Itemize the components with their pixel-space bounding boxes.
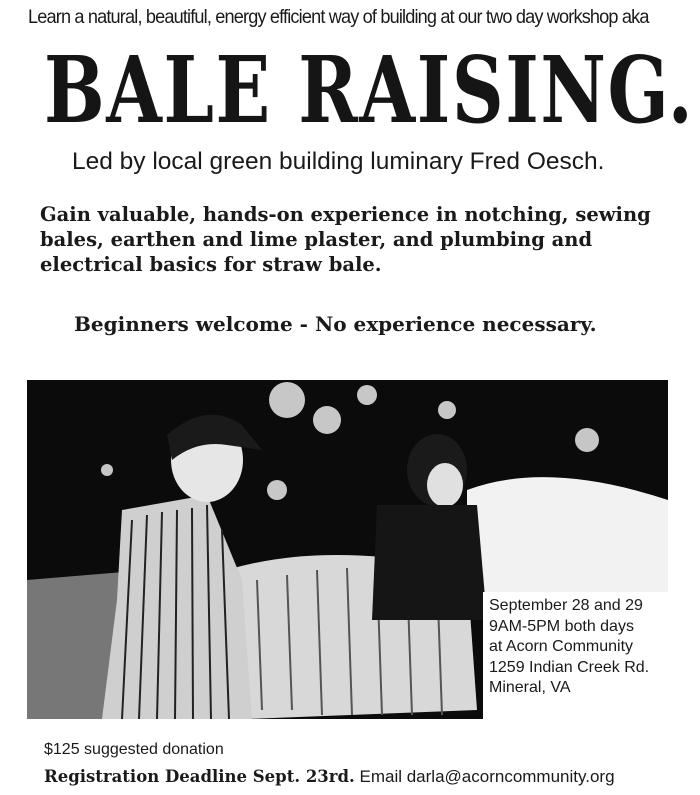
event-city: Mineral, VA xyxy=(489,679,571,696)
beginners-welcome: Beginners welcome - No experience necessary. xyxy=(74,312,597,336)
event-details xyxy=(483,592,668,719)
registration-email[interactable]: Email darla@acorncommunity.org xyxy=(359,767,615,786)
flyer-title: BALE RAISING. xyxy=(44,36,695,144)
donation-text: $125 suggested donation xyxy=(44,741,224,758)
event-address: 1259 Indian Creek Rd. xyxy=(489,658,650,676)
event-venue: at Acorn Community xyxy=(489,638,634,655)
registration-line xyxy=(44,767,615,787)
registration-deadline: Registration Deadline Sept. 23rd. xyxy=(44,767,355,786)
intro-text: Learn a natural, beautiful, energy efficient way of building at our two day workshop aka xyxy=(28,6,649,28)
event-dates: September 28 and 29 xyxy=(489,597,643,614)
event-hours: 9AM-5PM both days xyxy=(489,617,634,635)
workshop-description: Gain valuable, hands-on experience in notching, sewing bales, earthen and lime plaster, and plumbing and electrical basics for straw bale. xyxy=(40,203,651,276)
led-by-text: Led by local green building luminary Fred Oesch. xyxy=(72,148,605,175)
